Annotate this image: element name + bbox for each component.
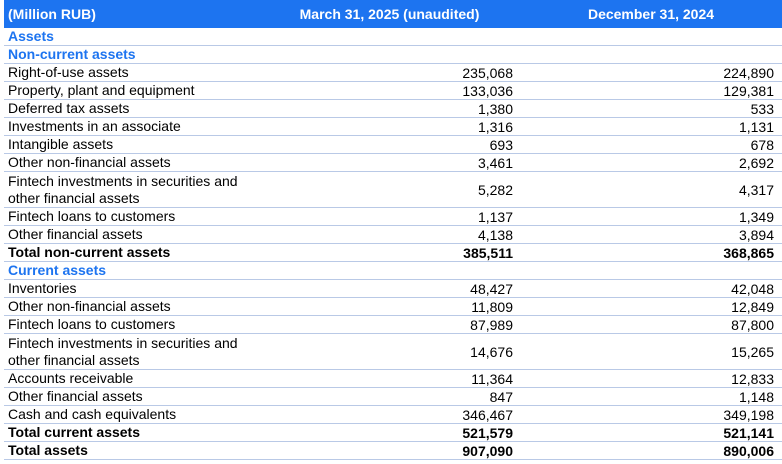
value-december-2024: 533 — [750, 100, 774, 117]
value-december-2024: 4,317 — [738, 181, 774, 198]
value-december-2024: 678 — [750, 136, 774, 153]
value-march-2025: 1,316 — [477, 118, 513, 135]
table-row — [4, 334, 782, 370]
value-march-2025: 847 — [489, 388, 513, 405]
value-march-2025: 385,511 — [463, 244, 513, 261]
value-march-2025: 346,467 — [462, 406, 513, 423]
value-march-2025: 235,068 — [462, 64, 513, 81]
value-march-2025: 4,138 — [477, 226, 513, 243]
row-label: Total current assets — [8, 424, 141, 440]
row-label: Intangible assets — [8, 136, 114, 152]
value-march-2025: 907,090 — [462, 442, 513, 459]
table-row — [4, 388, 782, 406]
row-label: Cash and cash equivalents — [8, 406, 177, 422]
value-march-2025: 521,579 — [462, 424, 513, 441]
header-unit: (Million RUB) — [8, 6, 96, 22]
value-december-2024: 15,265 — [731, 343, 774, 360]
table-row — [4, 172, 782, 208]
value-december-2024: 1,349 — [738, 208, 774, 225]
table-row — [4, 208, 782, 226]
table-header — [4, 0, 782, 28]
value-december-2024: 1,131 — [738, 118, 774, 135]
value-december-2024: 87,800 — [731, 316, 774, 333]
value-december-2024: 349,198 — [723, 406, 774, 423]
value-march-2025: 14,676 — [470, 343, 513, 360]
value-march-2025: 11,809 — [471, 298, 513, 315]
value-december-2024: 890,006 — [723, 442, 774, 459]
table-row — [4, 136, 782, 154]
table-row — [4, 226, 782, 244]
table-row — [4, 154, 782, 172]
value-december-2024: 129,381 — [723, 82, 774, 99]
row-label: Investments in an associate — [8, 118, 181, 134]
row-label: Fintech investments in securities and other financial assets — [8, 334, 238, 368]
table-row — [4, 406, 782, 424]
row-label: Other financial assets — [8, 388, 143, 404]
row-label: Current assets — [8, 262, 107, 278]
balance-sheet-table — [4, 0, 782, 460]
row-label: Accounts receivable — [8, 370, 134, 386]
table-row — [4, 298, 782, 316]
row-label: Non-current assets — [8, 46, 136, 62]
row-label: Assets — [8, 28, 54, 44]
total-row — [4, 244, 782, 262]
value-march-2025: 3,461 — [477, 154, 513, 171]
row-label: Property, plant and equipment — [8, 82, 195, 98]
row-label: Deferred tax assets — [8, 100, 130, 116]
row-label: Fintech loans to customers — [8, 208, 176, 224]
value-march-2025: 11,364 — [471, 370, 513, 387]
value-march-2025: 133,036 — [462, 82, 513, 99]
section-header-row — [4, 46, 782, 64]
row-label: Inventories — [8, 280, 77, 296]
value-december-2024: 224,890 — [723, 64, 774, 81]
table-row — [4, 82, 782, 100]
value-december-2024: 1,148 — [738, 388, 774, 405]
value-march-2025: 5,282 — [477, 181, 513, 198]
row-label: Fintech loans to customers — [8, 316, 176, 332]
value-december-2024: 12,849 — [731, 298, 774, 315]
header-march-2025: March 31, 2025 (unaudited) — [299, 6, 480, 22]
row-label: Fintech investments in securities and other financial assets — [8, 172, 238, 206]
row-label: Other non-financial assets — [8, 154, 171, 170]
section-header-row — [4, 262, 782, 280]
value-december-2024: 368,865 — [723, 244, 774, 261]
header-december-2024: December 31, 2024 — [587, 6, 715, 22]
value-march-2025: 48,427 — [470, 280, 513, 297]
row-label: Right-of-use assets — [8, 64, 129, 80]
table-row — [4, 118, 782, 136]
value-december-2024: 42,048 — [731, 280, 774, 297]
table-row — [4, 370, 782, 388]
value-december-2024: 12,833 — [731, 370, 774, 387]
value-march-2025: 1,137 — [477, 208, 513, 225]
value-march-2025: 87,989 — [470, 316, 513, 333]
table-row — [4, 316, 782, 334]
value-march-2025: 693 — [489, 136, 513, 153]
value-march-2025: 1,380 — [477, 100, 513, 117]
value-december-2024: 521,141 — [723, 424, 774, 441]
table-body — [4, 28, 782, 460]
row-label: Other non-financial assets — [8, 298, 171, 314]
value-december-2024: 2,692 — [738, 154, 774, 171]
table-row — [4, 64, 782, 82]
value-december-2024: 3,894 — [738, 226, 774, 243]
table-row — [4, 280, 782, 298]
row-label: Total assets — [8, 442, 88, 458]
total-row — [4, 424, 782, 442]
total-row — [4, 442, 782, 460]
row-label: Other financial assets — [8, 226, 143, 242]
section-header-row — [4, 28, 782, 46]
row-label: Total non-current assets — [8, 244, 171, 260]
table-row — [4, 100, 782, 118]
